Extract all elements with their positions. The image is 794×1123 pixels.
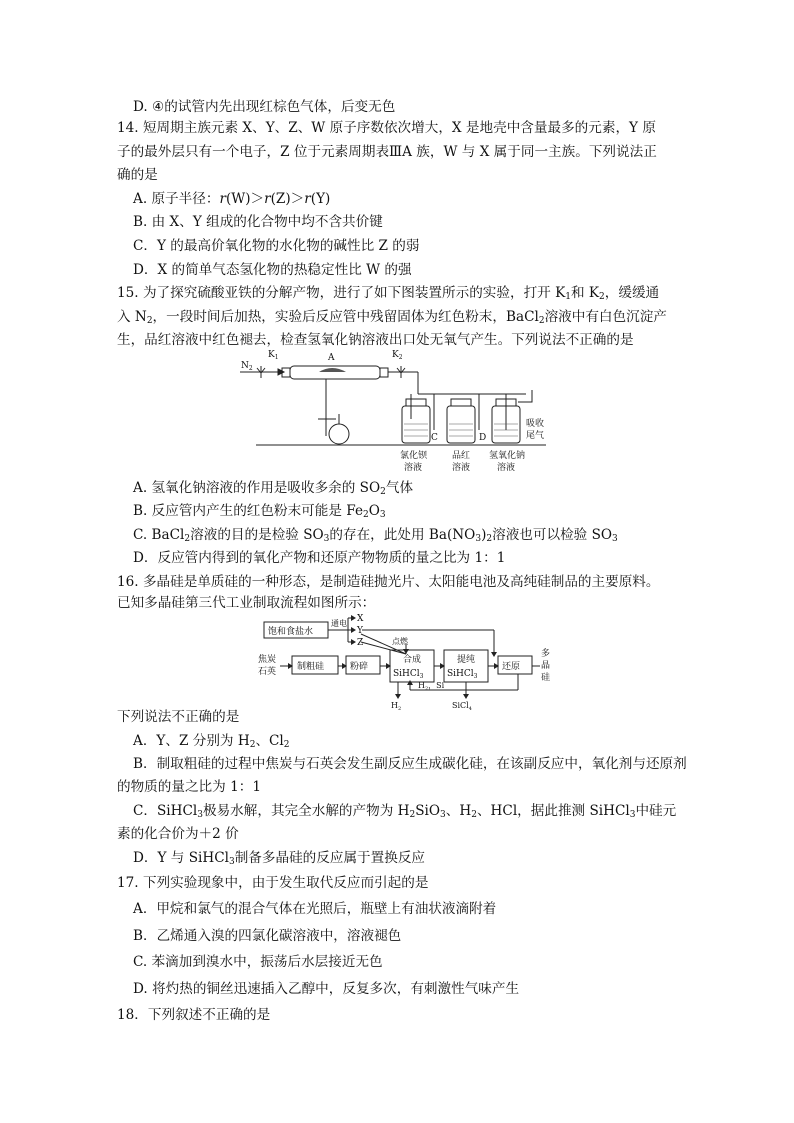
q14-stem-line1: 14. 短周期主族元素 X、Y、Z、W 原子序数依次增大，X 是地壳中含量最多的元素，Y 原 <box>117 120 656 136</box>
coke-label: 焦炭 <box>258 655 277 665</box>
q16-option-c-line1: C．SiHCl$_3$极易水解，其完全水解的产物为 $H_2SiO_3$、$H_2$、HCl，据此推测 SiHCl$_3$中硅元 <box>133 803 677 820</box>
absorb-label-1: 吸收 <box>526 419 545 429</box>
q15-option-c: C. BaCl$_2$溶液的目的是检验 $SO_3$的存在，此处用 $Ba(NO_3)_2$溶液也可以检验 $SO_3$ <box>133 527 618 544</box>
product-label-3: 硅 <box>541 673 550 683</box>
bottle1-label-1: 氯化钡 <box>400 451 428 461</box>
q16-option-c-line2: 素的化合价为＋2 价 <box>117 826 239 842</box>
q16-stem-line1: 16. 多晶硅是单质硅的一种形态，是制造硅抛光片、太阳能电池及高纯硅制品的主要原料。 <box>117 574 660 590</box>
bottle-c-label: C <box>431 433 438 443</box>
q16-option-a: A．Y、Z 分别为 $H_2$、$Cl_2$ <box>133 733 290 750</box>
q14-option-a: A. 原子半径：r(W)＞r(Z)＞r(Y) <box>133 191 331 207</box>
q17-stem: 17. 下列实验现象中，由于发生取代反应而引起的是 <box>117 875 429 891</box>
tube-a-label: A <box>328 353 335 363</box>
q14-stem-line3: 确的是 <box>117 167 158 183</box>
bottle2-label-2: 溶液 <box>452 463 471 473</box>
synth-box-label: 合成 <box>403 655 422 665</box>
bottle3-label-2: 溶液 <box>497 463 516 473</box>
reactant-powder <box>319 368 346 372</box>
q16-lead: 下列说法不正确的是 <box>117 709 240 725</box>
q15-stem-line3: 生，品红溶液中红色褪去，检查氢氧化钠溶液出口处无氧气产生。下列说法不正确的是 <box>117 332 634 348</box>
q14-option-d: D．X 的简单气态氢化物的热稳定性比 W 的强 <box>133 262 412 278</box>
q14-stem-line2: 子的最外层只有一个电子，Z 位于元素周期表ⅢA 族，W 与 X 属于同一主族。下列说法正 <box>117 144 657 160</box>
q15-option-a: A. 氢氧化钠溶液的作用是吸收多余的 $SO_2$气体 <box>133 480 414 497</box>
y-label: Y <box>357 626 363 636</box>
q16-stem-line2: 已知多晶硅第三代工业制取流程如图所示： <box>117 595 376 611</box>
z-label: Z <box>357 638 364 648</box>
quartz-label: 石英 <box>258 667 277 677</box>
product-label-2: 晶 <box>541 661 550 671</box>
bottle1-label-2: 溶液 <box>404 463 423 473</box>
q18-stem: 18．下列叙述不正确的是 <box>117 1007 271 1023</box>
purify-sihcl3: SiHCl$_3$ <box>447 669 478 680</box>
bottle-d-label: D <box>479 433 487 443</box>
q17-option-c: C. 苯滴加到溴水中，振荡后水层接近无色 <box>133 954 383 970</box>
h2-si-recycle-label: $H_2$，Si <box>418 681 445 692</box>
synth-sihcl3: SiHCl$_3$ <box>393 669 424 680</box>
q16-option-d: D．Y 与 SiHCl$_3$制备多晶硅的反应属于置换反应 <box>133 850 426 867</box>
q15-apparatus-diagram <box>236 346 566 476</box>
ignite-label: 点燃 <box>392 637 408 646</box>
electrolysis-label: 通电 <box>331 619 347 628</box>
q17-option-a: A．甲烷和氯气的混合气体在光照后，瓶壁上有油状液滴附着 <box>133 901 497 917</box>
q15-stem-line1: 15. 为了探究硫酸亚铁的分解产物，进行了如下图装置所示的实验，打开 $K_1$和 $K_2$，缓缓通 <box>117 285 660 302</box>
crush-box: 粉碎 <box>350 662 369 672</box>
reduce-box: 还原 <box>502 662 521 672</box>
h2-output-label: $H_2$ <box>391 701 402 712</box>
q16-option-b-line1: B．制取粗硅的过程中焦炭与石英会发生副反应生成碳化硅，在该副反应中，氧化剂与还原剂 <box>133 756 687 772</box>
q15-option-d: D．反应管内得到的氧化产物和还原产物物质的量之比为 1：1 <box>133 550 506 566</box>
product-label-1: 多 <box>541 649 550 659</box>
k1-label: $K_1$ <box>268 350 279 361</box>
q17-option-d: D. 将灼热的铜丝迅速插入乙醇中，反复多次，有刺激性气味产生 <box>133 981 520 997</box>
n2-label: $N_2$ <box>241 361 253 372</box>
brine-label: 饱和食盐水 <box>268 627 314 637</box>
q15-stem-line2: 入 $N_2$，一段时间后加热，实验后反应管中残留固体为红色粉末，BaCl$_2$溶液中有白色沉淀产 <box>117 309 667 326</box>
q16-flow-diagram <box>240 612 550 712</box>
sicl4-output-label: SiCl$_4$ <box>452 701 472 712</box>
q15-option-b: B. 反应管内产生的红色粉末可能是 $Fe_2O_3$ <box>133 503 386 520</box>
bottle2-label-1: 品红 <box>452 451 471 461</box>
q16-option-b-line2: 的物质的量之比为 1：1 <box>117 779 261 795</box>
q14-option-b: B. 由 X、Y 组成的化合物中均不含共价键 <box>133 214 383 230</box>
q17-option-b: B．乙烯通入溴的四氯化碳溶液中，溶液褪色 <box>133 928 402 944</box>
x-label: X <box>357 614 364 624</box>
absorb-label-2: 尾气 <box>526 431 545 441</box>
k2-label: $K_2$ <box>392 350 403 361</box>
q14-option-c: C．Y 的最高价氧化物的水化物的碱性比 Z 的弱 <box>133 238 420 254</box>
purify-box-label: 提纯 <box>457 655 476 665</box>
bottle3-label-1: 氢氧化钠 <box>489 451 526 461</box>
q13-option-d: D. ④的试管内先出现红棕色气体，后变无色 <box>133 99 396 115</box>
crude-si-box: 制粗硅 <box>297 662 325 672</box>
